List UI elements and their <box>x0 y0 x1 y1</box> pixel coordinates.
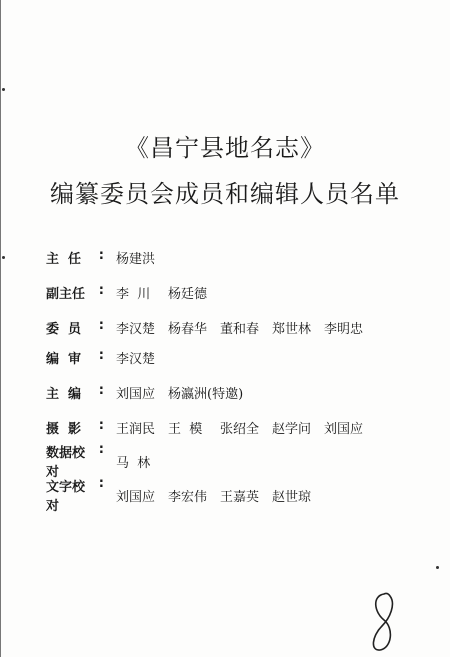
role-label: 副主任 : <box>46 282 104 302</box>
name-list <box>116 318 363 337</box>
name-list <box>116 283 207 302</box>
handwritten-mark-icon <box>362 590 402 654</box>
scan-speck <box>2 88 5 91</box>
member-name: 王 模 <box>168 421 203 437</box>
member-name: 李明忠 <box>324 321 364 337</box>
member-name: 郑世林 <box>272 321 312 337</box>
member-name: 李汉楚 <box>116 321 156 337</box>
member-row-reviewer <box>46 346 155 368</box>
role-label: 文字校对 : <box>46 476 104 514</box>
role-label: 数据校对 : <box>46 442 104 480</box>
role-label: 主 编 : <box>46 382 104 402</box>
member-name: 赵世琼 <box>272 489 312 505</box>
member-name: 董和春 <box>220 321 260 337</box>
member-row-director <box>46 246 155 268</box>
role-text: 委 员 <box>46 321 82 337</box>
name-list <box>116 383 243 402</box>
role-text: 副主任 <box>46 286 86 302</box>
member-name: 刘国应 <box>116 489 156 505</box>
member-row-photography <box>46 416 363 438</box>
member-row-committee <box>46 316 363 338</box>
document-subtitle: 编纂委员会成员和编辑人员名单 <box>50 180 400 208</box>
member-name: 杨廷德 <box>168 286 208 302</box>
member-name: 杨瀛洲(特邀) <box>168 386 244 402</box>
member-name: 李 川 <box>116 286 151 302</box>
role-label: 主 任 : <box>46 247 104 267</box>
member-name: 李汉楚 <box>116 351 156 367</box>
name-list <box>116 248 155 267</box>
name-list <box>116 486 311 505</box>
role-text: 摄 影 <box>46 421 82 437</box>
document-title: 《昌宁县地名志》 <box>125 134 325 162</box>
name-list <box>116 418 363 437</box>
member-name: 王润民 <box>116 421 156 437</box>
role-text: 数据校对 <box>46 446 86 480</box>
role-label: 编 审 : <box>46 347 104 367</box>
role-text: 编 审 <box>46 351 82 367</box>
member-name: 李宏伟 <box>168 489 208 505</box>
scan-edge-line <box>0 0 1 657</box>
member-name: 张绍全 <box>220 421 260 437</box>
member-name: 杨春华 <box>168 321 208 337</box>
member-name: 刘国应 <box>116 386 156 402</box>
role-label: 摄 影 : <box>46 417 104 437</box>
role-text: 主 编 <box>46 386 82 402</box>
role-label: 委 员 : <box>46 317 104 337</box>
role-text: 主 任 <box>46 251 82 267</box>
scan-speck <box>436 566 439 569</box>
member-row-data-proofreading <box>46 442 151 480</box>
member-name: 刘国应 <box>324 421 364 437</box>
name-list <box>116 348 155 367</box>
name-list <box>116 452 150 471</box>
scan-speck <box>2 256 5 259</box>
member-row-deputy-director <box>46 281 207 303</box>
member-row-chief-editor <box>46 381 243 403</box>
role-text: 文字校对 <box>46 480 86 514</box>
member-row-text-proofreading <box>46 476 312 514</box>
member-name: 杨建洪 <box>116 251 156 267</box>
member-name: 马 林 <box>116 455 151 471</box>
member-name: 王嘉英 <box>220 489 260 505</box>
member-name: 赵学问 <box>272 421 312 437</box>
